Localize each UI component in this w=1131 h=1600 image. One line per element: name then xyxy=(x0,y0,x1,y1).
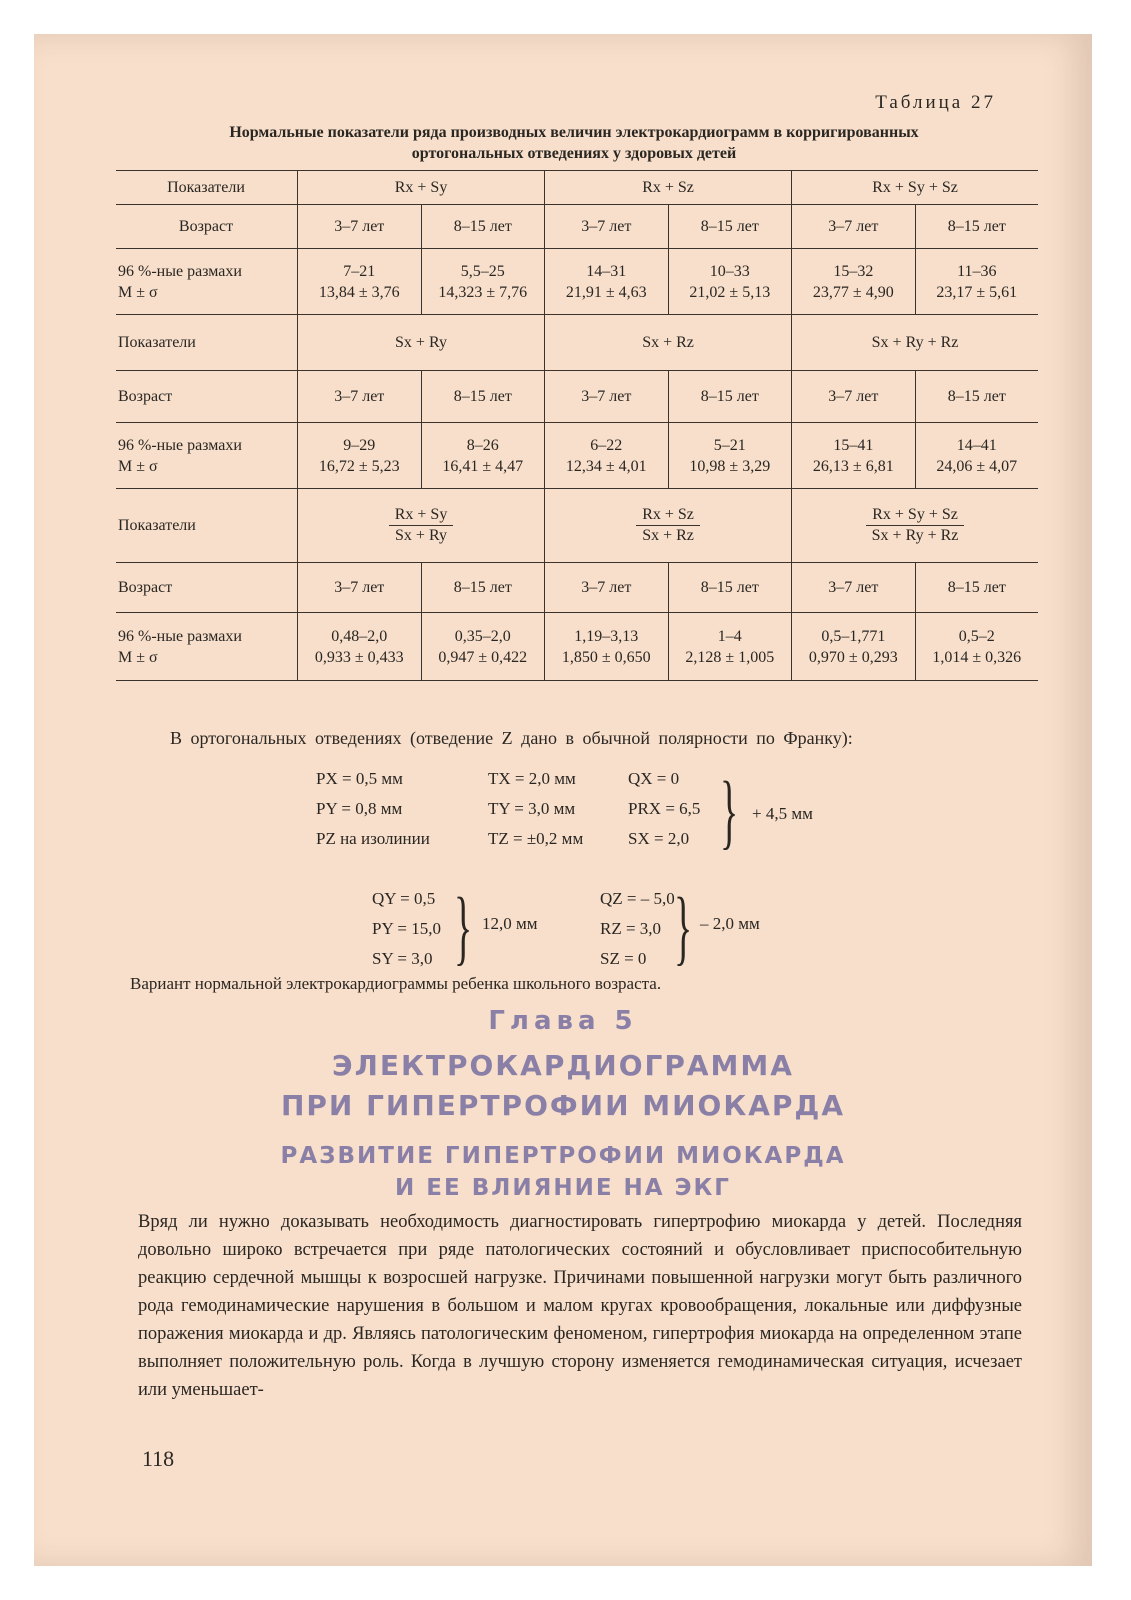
formula-block-1: PX = 0,5 мм TX = 2,0 мм QX = 0 PY = 0,8 мм TY = 3,0 мм PRX = 6,5 PZ на изолинии TZ = ±0,2 мм SX = 2,0 xyxy=(316,769,701,848)
age-cell: 8–15 лет xyxy=(421,371,545,423)
table-row xyxy=(116,315,1038,371)
table-row xyxy=(116,489,1038,563)
value-cell: 15–32 23,77 ± 4,90 xyxy=(792,249,916,315)
age-cell: 8–15 лет xyxy=(915,371,1038,423)
group-header-fraction: $\frac{Rx + Sy}{Sx + Ry}$ xyxy=(298,489,545,563)
value-cell: 6–22 12,34 ± 4,01 xyxy=(545,423,669,489)
formula-1-result: + 4,5 мм xyxy=(752,804,813,823)
table-row xyxy=(116,563,1038,613)
table-row xyxy=(116,613,1038,681)
age-cell: 3–7 лет xyxy=(545,563,669,613)
age-cell: 8–15 лет xyxy=(421,563,545,613)
group-header: Sx + Ry + Rz xyxy=(792,315,1038,371)
table-number: Таблица 27 xyxy=(875,92,996,113)
row-label-range: 96 %-ные размахи M ± σ xyxy=(116,423,298,489)
table-title: Нормальные показатели ряда производных величин электрокардиограмм в корригированных ортогональных отведениях у здоровых детей xyxy=(229,124,919,162)
age-cell: 8–15 лет xyxy=(421,205,545,249)
row-label-range: 96 %-ные размахи M ± σ xyxy=(116,249,298,315)
table-row xyxy=(116,423,1038,489)
body-paragraph: Вряд ли нужно доказывать необходимость диагностировать гипертрофию миокарда у детей. Последняя довольно широко встречается при ряде патологических состояний и обусловливает приспособительную реакцию сердечной мышцы к возросшей нагрузке. Причинами повышенной нагрузки могут быть различного рода гемодинамические нарушения в большом и малом кругах кровообращения, локальные или диффузные поражения миокарда и др. Являясь патологическим феноменом, гипертрофия миокарда на определенном этапе выполняет положительную роль. Когда в лучшую сторону изменяется гемодинамическая ситуация, исчезает или уменьшает- xyxy=(138,1212,1022,1400)
age-cell: 8–15 лет xyxy=(668,205,792,249)
value-cell: 5–21 10,98 ± 3,29 xyxy=(668,423,792,489)
formula-2-mid: 12,0 мм xyxy=(482,914,538,933)
group-header: Rx + Sy + Sz xyxy=(792,171,1038,205)
value-cell: 14–31 21,91 ± 4,63 xyxy=(545,249,669,315)
brace-icon: } xyxy=(720,765,739,858)
brace-icon: } xyxy=(674,881,693,974)
group-header: Rx + Sz xyxy=(545,171,792,205)
value-cell: 5,5–25 14,323 ± 7,76 xyxy=(421,249,545,315)
row-label-age: Возраст xyxy=(116,563,298,613)
group-header-fraction: $\frac{Rx + Sy + Sz}{Sx + Ry + Rz}$ xyxy=(792,489,1038,563)
value-cell: 1,19–3,13 1,850 ± 0,650 xyxy=(545,613,669,681)
row-label-age: Возраст xyxy=(116,205,298,249)
section-title: РАЗВИТИЕ ГИПЕРТРОФИИ МИОКАРДА И ЕЕ ВЛИЯНИЕ НА ЭКГ xyxy=(280,1143,846,1201)
brace-icon: } xyxy=(454,881,473,974)
value-cell: 1–4 2,128 ± 1,005 xyxy=(668,613,792,681)
age-cell: 3–7 лет xyxy=(792,371,916,423)
group-header: Rx + Sy xyxy=(298,171,545,205)
value-cell: 9–29 16,72 ± 5,23 xyxy=(298,423,422,489)
caption: Вариант нормальной электрокардиограммы ребенка школьного возраста. xyxy=(130,974,662,993)
formula-2-result: – 2,0 мм xyxy=(700,914,760,933)
formula-block-2-right: QZ = – 5,0 RZ = 3,0 SZ = 0 xyxy=(600,889,675,968)
row-label-indicators: Показатели xyxy=(116,489,298,563)
row-label-indicators: Показатели xyxy=(116,171,298,205)
chapter-label: Глава 5 xyxy=(488,1006,638,1036)
age-cell: 3–7 лет xyxy=(545,371,669,423)
norms-table xyxy=(116,170,1038,681)
formula-block-2-left: QY = 0,5 PY = 15,0 SY = 3,0 xyxy=(372,889,441,968)
age-cell: 3–7 лет xyxy=(545,205,669,249)
table-row xyxy=(116,205,1038,249)
value-cell: 14–41 24,06 ± 4,07 xyxy=(915,423,1038,489)
value-cell: 11–36 23,17 ± 5,61 xyxy=(915,249,1038,315)
age-cell: 3–7 лет xyxy=(298,563,422,613)
value-cell: 0,5–1,771 0,970 ± 0,293 xyxy=(792,613,916,681)
group-header-fraction: $\frac{Rx + Sz}{Sx + Rz}$ xyxy=(545,489,792,563)
age-cell: 8–15 лет xyxy=(668,371,792,423)
value-cell: 8–26 16,41 ± 4,47 xyxy=(421,423,545,489)
age-cell: 3–7 лет xyxy=(298,205,422,249)
value-cell: 7–21 13,84 ± 3,76 xyxy=(298,249,422,315)
value-cell: 0,5–2 1,014 ± 0,326 xyxy=(915,613,1038,681)
row-label-age: Возраст xyxy=(116,371,298,423)
age-cell: 3–7 лет xyxy=(298,371,422,423)
table-row xyxy=(116,171,1038,205)
value-cell: 15–41 26,13 ± 6,81 xyxy=(792,423,916,489)
group-header: Sx + Ry xyxy=(298,315,545,371)
row-label-range: 96 %-ные размахи M ± σ xyxy=(116,613,298,681)
intro-text: В ортогональных отведениях (отведение Z дано в обычной полярности по Франку): xyxy=(170,728,853,748)
table-row xyxy=(116,249,1038,315)
age-cell: 3–7 лет xyxy=(792,205,916,249)
age-cell: 8–15 лет xyxy=(668,563,792,613)
book-page xyxy=(34,34,1092,1566)
age-cell: 8–15 лет xyxy=(915,563,1038,613)
group-header: Sx + Rz xyxy=(545,315,792,371)
age-cell: 3–7 лет xyxy=(792,563,916,613)
value-cell: 0,35–2,0 0,947 ± 0,422 xyxy=(421,613,545,681)
age-cell: 8–15 лет xyxy=(915,205,1038,249)
page-number: 118 xyxy=(142,1446,175,1471)
value-cell: 10–33 21,02 ± 5,13 xyxy=(668,249,792,315)
row-label-indicators: Показатели xyxy=(116,315,298,371)
chapter-title: ЭЛЕКТРОКАРДИОГРАММА ПРИ ГИПЕРТРОФИИ МИОКАРДА xyxy=(280,1049,846,1122)
table-row xyxy=(116,371,1038,423)
value-cell: 0,48–2,0 0,933 ± 0,433 xyxy=(298,613,422,681)
